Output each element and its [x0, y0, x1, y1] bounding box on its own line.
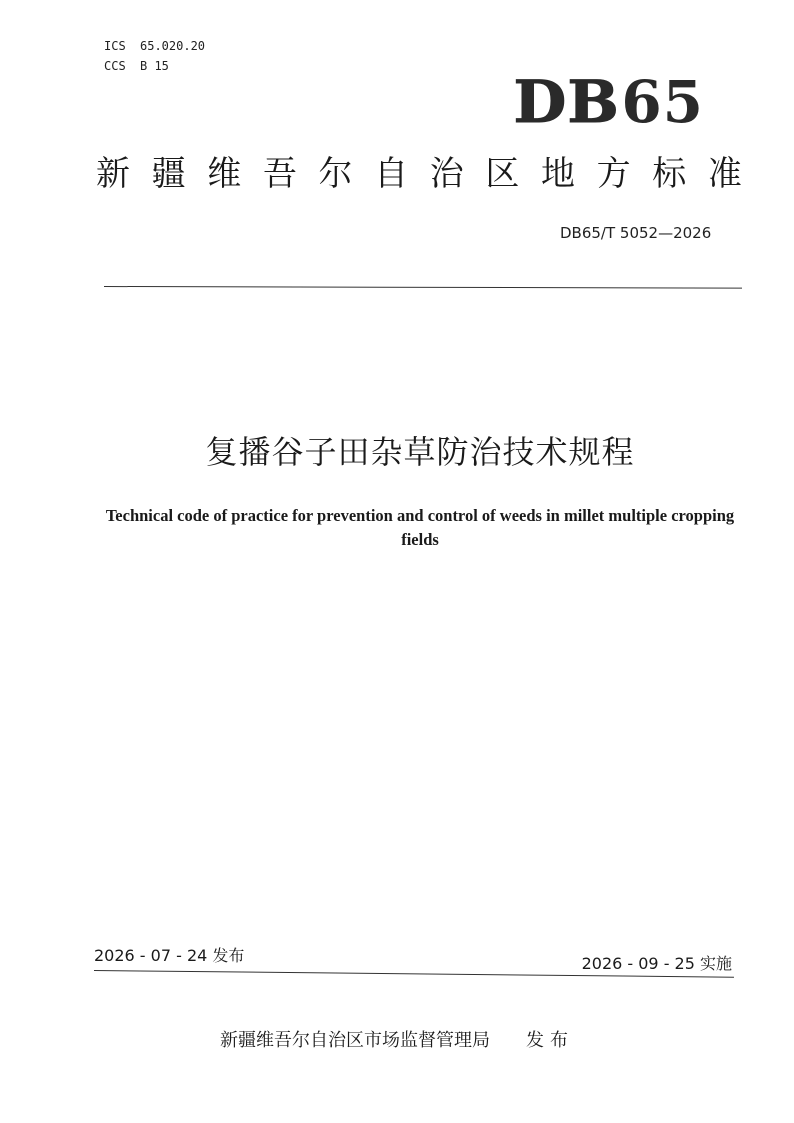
standard-type-char: 治 — [429, 154, 464, 194]
ics-value: 65.020.20 — [140, 39, 206, 53]
classification-codes — [104, 36, 205, 76]
standard-type-char: 标 — [652, 154, 687, 194]
ics-label: ICS — [104, 39, 126, 53]
issuing-authority — [220, 1028, 574, 1054]
issuer-action: 发布 — [526, 1030, 574, 1051]
standard-type-char: 自 — [374, 154, 409, 194]
standard-type-heading — [96, 150, 742, 198]
standard-type-char: 新 — [96, 154, 130, 194]
db-logo-number: 65 — [621, 68, 705, 136]
publish-date: 2026 - 07 - 24 发布 — [94, 946, 245, 965]
standard-type-char: 区 — [485, 154, 520, 194]
document-title-english: Technical code of practice for prevention and control of weeds in millet multiple cropping fields — [105, 506, 735, 549]
standard-type-char: 疆 — [151, 154, 186, 194]
db-logo-letters: DB — [513, 68, 620, 136]
standard-number: DB65/T 5052—2026 — [560, 224, 712, 242]
ccs-label: CCS — [104, 59, 126, 73]
issuer-name: 新疆维吾尔自治区市场监督管理局 — [220, 1030, 490, 1051]
standard-type-char: 准 — [707, 154, 742, 194]
ccs-code — [104, 56, 205, 76]
header-divider — [104, 286, 742, 289]
standard-type-char: 地 — [541, 154, 575, 194]
document-title-chinese: 复播谷子田杂草防治技术规程 — [205, 433, 635, 471]
standard-type-char: 维 — [207, 154, 242, 194]
standard-type-char: 吾 — [262, 154, 297, 194]
ics-code — [104, 36, 205, 56]
effective-date: 2026 - 09 - 25 实施 — [581, 954, 732, 973]
standard-type-char: 方 — [596, 154, 631, 194]
db-logo — [513, 68, 705, 136]
standard-type-char: 尔 — [318, 154, 353, 194]
ccs-value: B 15 — [140, 59, 169, 73]
